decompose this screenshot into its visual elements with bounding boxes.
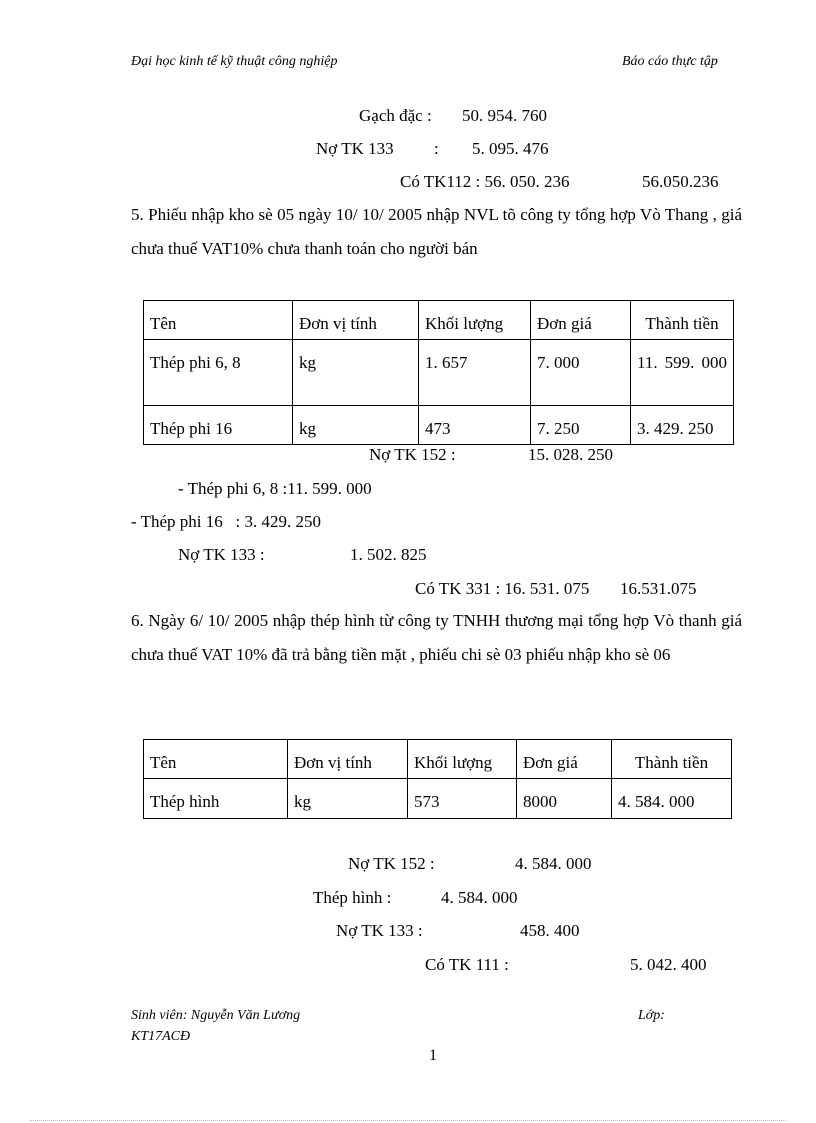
table-cell: kg xyxy=(293,340,419,406)
no133-label: Nợ TK 133 xyxy=(316,139,394,158)
s5-co331-text: Có TK 331 : 16. 531. 075 xyxy=(415,579,590,598)
header-right: Báo cáo thực tập xyxy=(622,54,718,69)
s6-no152-label: Nợ TK 152 : xyxy=(348,854,435,873)
table-cell: 11. 599. 000 xyxy=(631,340,734,406)
s5-sub2: - Thép phi 16 : 3. 429. 250 xyxy=(131,512,321,531)
header-cell: Đơn giá xyxy=(531,301,631,340)
s6-no133-label: Nợ TK 133 : xyxy=(336,921,423,940)
s5-no152-label: Nợ TK 152 : xyxy=(369,445,456,464)
s5-no152-value: 15. 028. 250 xyxy=(528,445,613,464)
table-cell: kg xyxy=(288,779,408,819)
table-cell: 8000 xyxy=(517,779,612,819)
header-cell: Đơn vị tính xyxy=(293,301,419,340)
section6-paragraph: 6. Ngày 6/ 10/ 2005 nhập thép hình từ công ty TNHH thương mại tổng hợp Vò thanh giá chưa thuế VAT 10% đã trả bằng tiền mặt , phiếu chi sè 03 phiếu nhập kho sè 06 xyxy=(131,611,742,664)
table-cell: 7. 000 xyxy=(531,340,631,406)
header-left: Đại học kinh tế kỹ thuật công nghiệp xyxy=(131,54,338,69)
table-cell: Thép phi 16 xyxy=(144,406,293,445)
table-cell: Thép phi 6, 8 xyxy=(144,340,293,406)
header-cell: Đơn giá xyxy=(517,740,612,779)
no133-colon: : xyxy=(434,139,439,158)
footer-class-label: Lớp: xyxy=(638,1008,665,1023)
header-cell: Khối lượng xyxy=(408,740,517,779)
no133-value: 5. 095. 476 xyxy=(472,139,549,158)
co112-total: 56.050.236 xyxy=(642,172,719,191)
header-cell: Tên xyxy=(144,301,293,340)
page-number: 1 xyxy=(429,1047,437,1064)
s6-no152-value: 4. 584. 000 xyxy=(515,854,592,873)
header-cell: Tên xyxy=(144,740,288,779)
s6-thephinh-value: 4. 584. 000 xyxy=(441,888,518,907)
table-cell: 1. 657 xyxy=(419,340,531,406)
header-cell: Thành tiền xyxy=(631,301,734,340)
table-row xyxy=(144,406,734,445)
s5-sub1: - Thép phi 6, 8 :11. 599. 000 xyxy=(178,479,372,498)
s5-no133-label: Nợ TK 133 : xyxy=(178,545,265,564)
table-cell: 573 xyxy=(408,779,517,819)
gach-label: Gạch đặc : xyxy=(359,106,432,125)
header-cell: Thành tiền xyxy=(612,740,732,779)
footer-student: Sinh viên: Nguyễn Văn Lương xyxy=(131,1008,301,1023)
header-cell: Khối lượng xyxy=(419,301,531,340)
section5-paragraph: 5. Phiếu nhập kho sè 05 ngày 10/ 10/ 2005 nhập NVL tõ công ty tổng hợp Vò Thang , giá chưa thuế VAT10% chưa thanh toán cho người bán xyxy=(131,205,742,258)
table-cell: 4. 584. 000 xyxy=(612,779,732,819)
table-header-row xyxy=(144,301,734,340)
table-cell: 3. 429. 250 xyxy=(631,406,734,445)
table-cell: Thép hình xyxy=(144,779,288,819)
table-row xyxy=(144,779,732,819)
s6-thephinh-label: Thép hình : xyxy=(313,888,392,907)
s5-co331-total: 16.531.075 xyxy=(620,579,697,598)
gach-value: 50. 954. 760 xyxy=(462,106,547,125)
co112-text: Có TK112 : 56. 050. 236 xyxy=(400,172,570,191)
s5-no133-value: 1. 502. 825 xyxy=(350,545,427,564)
table-cell: 7. 250 xyxy=(531,406,631,445)
table-header-row xyxy=(144,740,732,779)
table-cell: kg xyxy=(293,406,419,445)
s6-co111-label: Có TK 111 : xyxy=(425,955,509,974)
table-row xyxy=(144,340,734,406)
s6-co111-value: 5. 042. 400 xyxy=(630,955,707,974)
header-cell: Đơn vị tính xyxy=(288,740,408,779)
table-cell: 473 xyxy=(419,406,531,445)
section6-table xyxy=(143,739,732,819)
section5-table xyxy=(143,300,734,445)
footer-divider xyxy=(30,1120,786,1121)
s6-no133-value: 458. 400 xyxy=(520,921,580,940)
footer-class-code: KT17ACĐ xyxy=(131,1029,191,1044)
